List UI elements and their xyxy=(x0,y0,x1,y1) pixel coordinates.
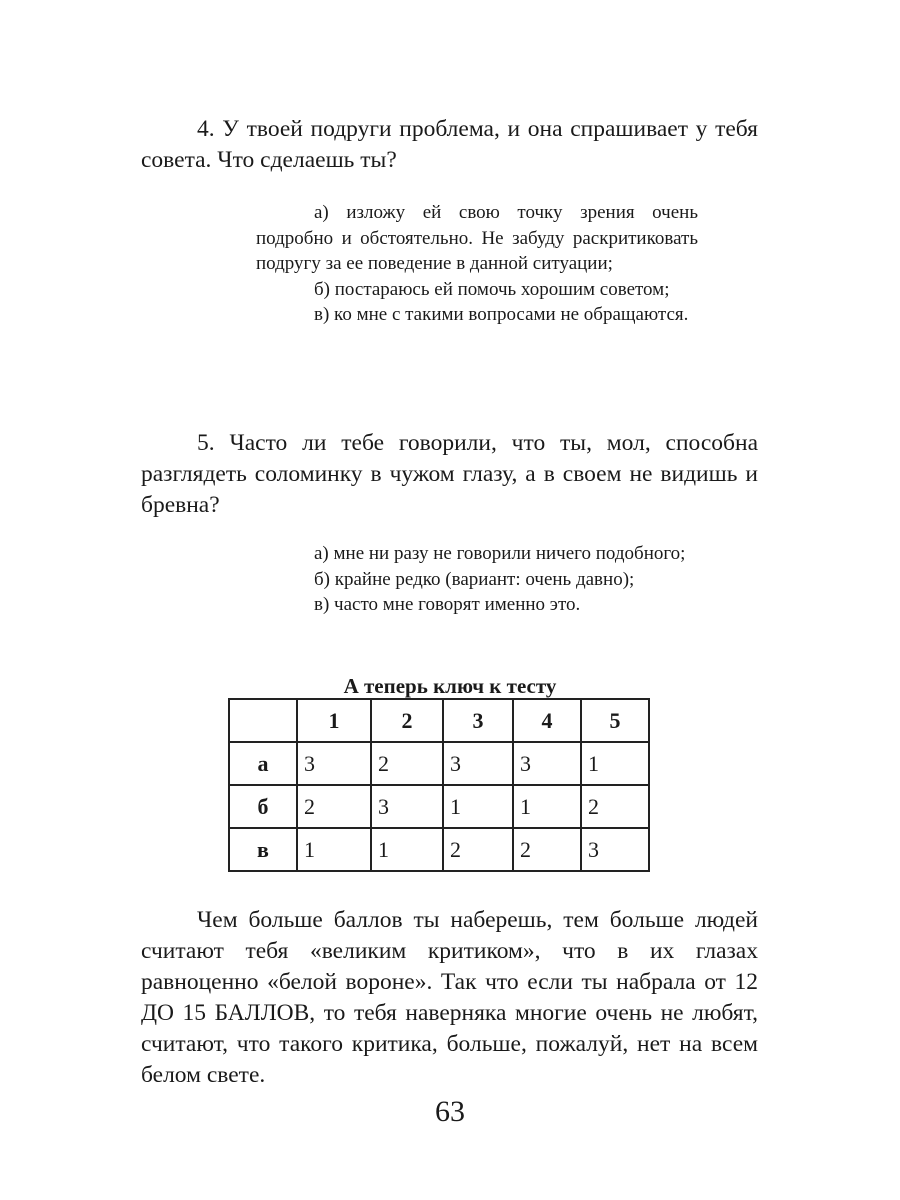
column-header: 2 xyxy=(371,699,443,742)
table-cell: 2 xyxy=(443,828,513,871)
page-number: 63 xyxy=(435,1095,465,1128)
row-header: б xyxy=(229,785,297,828)
column-header: 4 xyxy=(513,699,581,742)
table-header-row xyxy=(229,699,649,742)
question-4-answers xyxy=(256,200,698,328)
answer-5a: а) мне ни разу не говорили ничего подобного; xyxy=(314,543,686,564)
answer-5b: б) крайне редко (вариант: очень давно); xyxy=(314,568,635,590)
question-5-answers xyxy=(256,541,698,618)
answer-4b: б) постараюсь ей помочь хорошим советом; xyxy=(314,278,670,300)
question-4-text: 4. У твоей подруги проблема, и она спрашивает у тебя совета. Что сделаешь ты? xyxy=(141,116,758,173)
table-cell: 2 xyxy=(297,785,371,828)
table-cell: 2 xyxy=(581,785,649,828)
table-cell: 1 xyxy=(443,785,513,828)
table-cell: 2 xyxy=(513,828,581,871)
row-header: а xyxy=(229,742,297,785)
answer-5c: в) часто мне говорят именно это. xyxy=(314,594,581,615)
question-5-text: 5. Часто ли тебе говорили, что ты, мол, способна разглядеть соломинку в чужом глазу, а в своем не видишь и бревна? xyxy=(141,430,758,518)
table-cell: 3 xyxy=(371,785,443,828)
table-cell: 3 xyxy=(297,742,371,785)
row-header: в xyxy=(229,828,297,871)
table-cell: 3 xyxy=(513,742,581,785)
answer-4a: а) изложу ей свою точку зрения очень подробно и обстоятельно. Не забуду раскритиковать подругу за ее поведение в данной ситуации; xyxy=(256,202,698,274)
column-header: 1 xyxy=(297,699,371,742)
column-header: 5 xyxy=(581,699,649,742)
key-title: А теперь ключ к тесту xyxy=(343,674,557,698)
conclusion-text: Чем больше баллов ты наберешь, тем больше людей считают тебя «великим критиком», что в их глазах равноценно «белой вороне». Так что если ты набрала от 12 ДО 15 БАЛЛОВ, то тебя наверняка многие очень не любят, считают, что такого критика, больше, пожалуй, нет на всем белом свете. xyxy=(141,907,758,1088)
table-row xyxy=(229,785,649,828)
table-row xyxy=(229,828,649,871)
table-row xyxy=(229,742,649,785)
table-cell: 3 xyxy=(443,742,513,785)
answer-key-table xyxy=(228,698,650,872)
table-corner-cell xyxy=(229,699,297,742)
answer-4c: в) ко мне с такими вопросами не обращаются. xyxy=(314,304,689,325)
table-cell: 1 xyxy=(297,828,371,871)
table-cell: 1 xyxy=(371,828,443,871)
table-cell: 1 xyxy=(581,742,649,785)
column-header: 3 xyxy=(443,699,513,742)
table-cell: 3 xyxy=(581,828,649,871)
table-cell: 1 xyxy=(513,785,581,828)
table-cell: 2 xyxy=(371,742,443,785)
